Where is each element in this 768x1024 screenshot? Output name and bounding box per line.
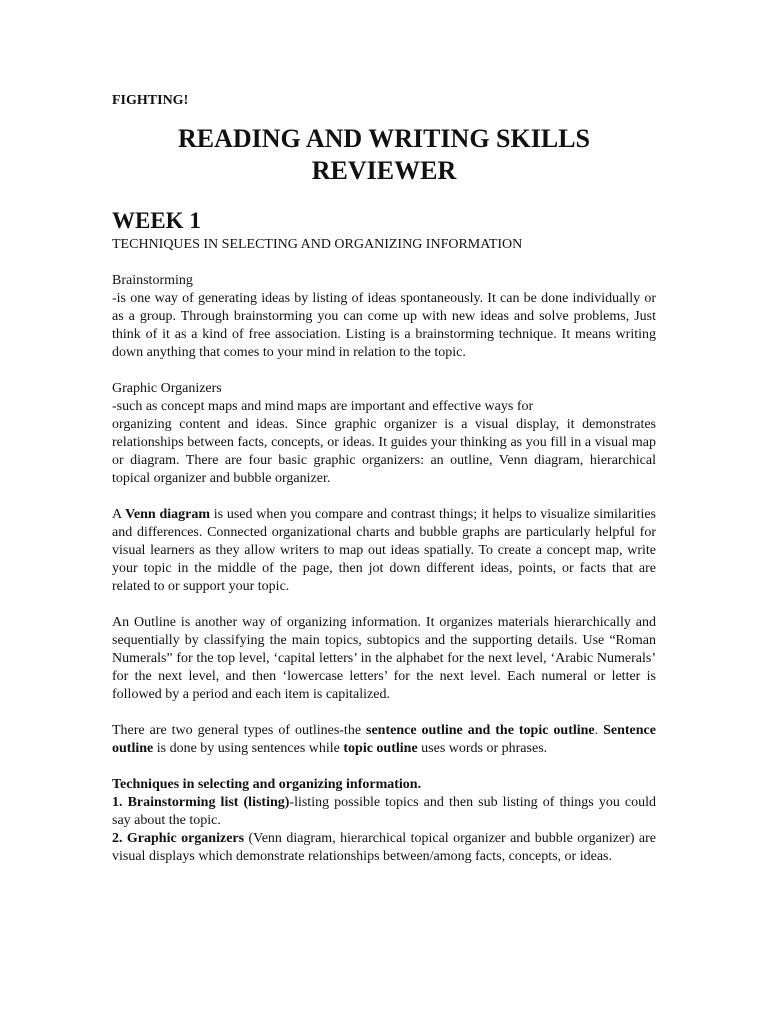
outline-types-bold2: Sentence outline xyxy=(112,723,656,757)
venn-prefix: A xyxy=(112,507,126,523)
week-subtitle: TECHNIQUES IN SELECTING AND ORGANIZING INFORMATION xyxy=(112,236,523,252)
techniques-heading: Techniques in selecting and organizing information. xyxy=(112,777,422,793)
technique-item-1 xyxy=(112,794,656,830)
technique-item-2 xyxy=(112,830,656,866)
outline-types-bold1: sentence outline and the topic outline xyxy=(366,723,595,739)
outline-types-text2: . xyxy=(594,723,604,739)
outline-types-bold3: topic outline xyxy=(343,741,418,757)
title-line-2: REVIEWER xyxy=(311,155,457,185)
graphic-organizers-line1: -such as concept maps and mind maps are important and effective ways for xyxy=(112,399,534,415)
venn-text: is used when you compare and contrast things; it helps to visualize similarities and differences. Connected organizational charts and bubble graphs are particularly helpful for visual learners as they allow writers to map out ideas spatially. To create a concept map, write your topic in the middle of the page, then jot down different ideas, points, or facts that are related to or support your topic. xyxy=(112,507,657,595)
week-heading: WEEK 1 xyxy=(112,208,201,234)
technique-item-2-text: (Venn diagram, hierarchical topical organizer and bubble organizer) are visual displays which demonstrate relationships between/among facts, concepts, or ideas. xyxy=(112,831,656,865)
graphic-organizers-heading: Graphic Organizers xyxy=(112,381,222,397)
document-title xyxy=(112,123,656,186)
brainstorming-paragraph: -is one way of generating ideas by listing of ideas spontaneously. It can be done individually or as a group. Through brainstorming you can come up with new ideas and solve problems, Just think of it as a kind of free association. Listing is a brainstorming technique. It means writing down anything that comes to your mind in relation to the topic. xyxy=(112,291,656,361)
outline-types-text4: uses words or phrases. xyxy=(417,741,548,757)
brainstorming-heading: Brainstorming xyxy=(112,273,193,289)
graphic-organizers-paragraph: organizing content and ideas. Since graphic organizer is a visual display, it demonstrates relationships between facts, concepts, or ideas. It guides your thinking as you fill in a visual map or diagram. There are four basic graphic organizers: an outline, Venn diagram, hierarchical topical organizer and bubble organizer. xyxy=(112,417,656,487)
top-note: FIGHTING! xyxy=(112,93,189,108)
venn-paragraph xyxy=(112,506,656,596)
outline-types-text1: There are two general types of outlines-the xyxy=(112,723,367,739)
venn-term: Venn diagram xyxy=(125,507,210,523)
outline-types-text3: is done by using sentences while xyxy=(153,741,344,757)
outline-paragraph: An Outline is another way of organizing information. It organizes materials hierarchically and sequentially by classifying the main topics, subtopics and the supporting details. Use “Roman Numerals” for the top level, ‘capital letters’ in the alphabet for the next level, ‘Arabic Numerals’ for the next level, and then ‘lowercase letters’ for the next level. Each numeral or letter is followed by a period and each item is capitalized. xyxy=(112,615,656,703)
technique-item-1-label: 1. Brainstorming list (listing) xyxy=(112,795,290,811)
title-line-1: READING AND WRITING SKILLS xyxy=(177,124,590,153)
outline-types-paragraph xyxy=(112,722,656,758)
technique-item-2-label: 2. Graphic organizers xyxy=(112,831,245,847)
technique-item-1-text: -listing possible topics and then sub listing of things you could say about the topic. xyxy=(112,795,657,829)
